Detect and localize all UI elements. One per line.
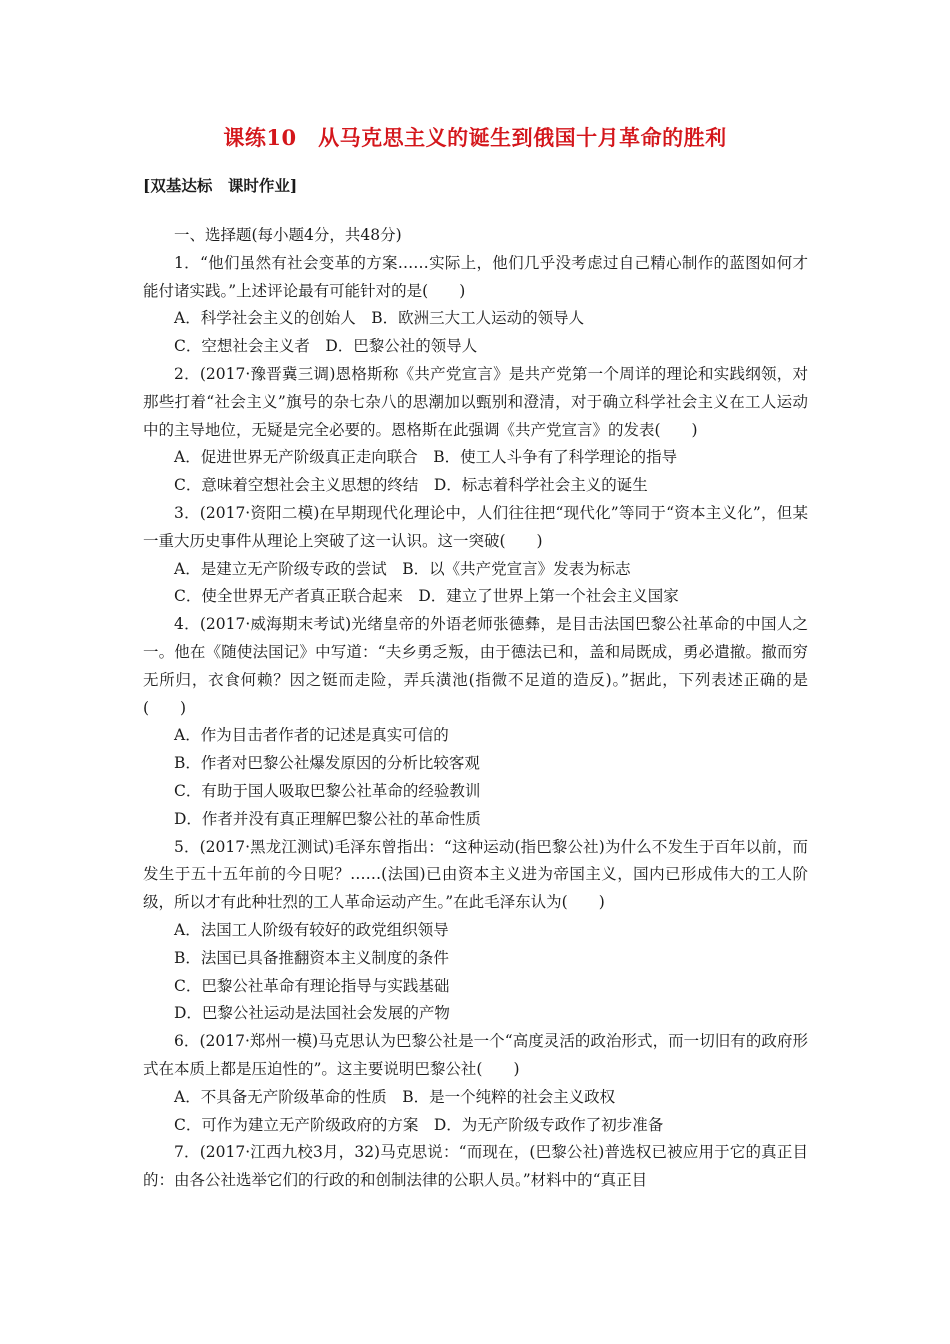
question-option: C．意味着空想社会主义思想的终结 D．标志着科学社会主义的诞生 xyxy=(174,476,648,495)
question-stem: 6．(2017·郑州一模)马克思认为巴黎公社是一个“高度灵活的政治形式，而一切旧有的政府形式在本质上都是压迫性的”。这主要说明巴黎公社( ) xyxy=(143,1032,808,1078)
question-stem: 2．(2017·豫晋冀三调)恩格斯称《共产党宣言》是共产党第一个周详的理论和实践纲领，对那些打着“社会主义”旗号的杂七杂八的思潮加以甄别和澄清，对于确立科学社会主义在工人运动中的主导地位，无疑是完全必要的。恩格斯在此强调《共产党宣言》的发表( ) xyxy=(143,364,808,439)
question-option: C．有助于国人吸取巴黎公社革命的经验教训 xyxy=(174,781,481,800)
question-option: C．使全世界无产者真正联合起来 D．建立了世界上第一个社会主义国家 xyxy=(174,587,679,606)
question-option: C．空想社会主义者 D．巴黎公社的领导人 xyxy=(174,337,478,356)
question-stem: 5．(2017·黑龙江测试)毛泽东曾指出：“这种运动(指巴黎公社)为什么不发生于百年以前，而发生于五十五年前的今日呢？……(法国)已由资本主义进为帝国主义，国内已形成伟大的工人阶级，所以才有此种壮烈的工人革命运动产生。”在此毛泽东认为( ) xyxy=(143,837,808,912)
question-option: A．法国工人阶级有较好的政党组织领导 xyxy=(174,920,449,939)
question-option: C．可作为建立无产阶级政府的方案 D．为无产阶级专政作了初步准备 xyxy=(174,1115,664,1134)
question-option: D．巴黎公社运动是法国社会发展的产物 xyxy=(174,1004,450,1023)
question-option: A．促进世界无产阶级真正走向联合 B．使工人斗争有了科学理论的指导 xyxy=(174,448,678,467)
question-option: C．巴黎公社革命有理论指导与实践基础 xyxy=(174,976,450,995)
question-option: A．是建立无产阶级专政的尝试 B．以《共产党宣言》发表为标志 xyxy=(174,559,631,578)
question-option: B．法国已具备推翻资本主义制度的条件 xyxy=(174,948,449,967)
question-stem: 3．(2017·资阳二模)在早期现代化理论中，人们往往把“现代化”等同于“资本主义化”，但某一重大历史事件从理论上突破了这一认识。这一突破( ) xyxy=(143,503,808,550)
section-heading: 一、选择题(每小题4分，共48分) xyxy=(174,226,402,244)
question-option: A．科学社会主义的创始人 B．欧洲三大工人运动的领导人 xyxy=(174,309,585,328)
question-option: B．作者对巴黎公社爆发原因的分析比较客观 xyxy=(174,754,480,773)
question-stem: 4．(2017·威海期末考试)光绪皇帝的外语老师张德彝，是目击法国巴黎公社革命的中国人之一。他在《随使法国记》中写道：“夫乡勇乏叛，由于德法已和，盖和局既成，勇必遣撤。撤而穷无所归，衣食何赖？因之铤而走险，弄兵潢池(指微不足道的造反)。”据此，下列表述正确的是( ) xyxy=(143,615,808,717)
question-option: A．作为目击者作者的记述是真实可信的 xyxy=(174,726,449,745)
section-subtitle: [双基达标 课时作业] xyxy=(143,176,298,195)
question-stem: 1．“他们虽然有社会变革的方案……实际上，他们几乎没考虑过自己精心制作的蓝图如何才能付诸实践。”上述评论最有可能针对的是( ) xyxy=(143,253,808,300)
question-content xyxy=(143,222,808,1195)
question-option: D．作者并没有真正理解巴黎公社的革命性质 xyxy=(174,809,481,828)
page-title: 课练10 从马克思主义的诞生到俄国十月革命的胜利 xyxy=(223,125,727,150)
question-stem: 7．(2017·江西九校3月，32)马克思说：“而现在，(巴黎公社)普选权已被应用于它的真正目的：由各公社选举它们的行政的和创制法律的公职人员。”材料中的“真正目 xyxy=(143,1143,808,1190)
question-option: A．不具备无产阶级革命的性质 B．是一个纯粹的社会主义政权 xyxy=(174,1087,616,1106)
